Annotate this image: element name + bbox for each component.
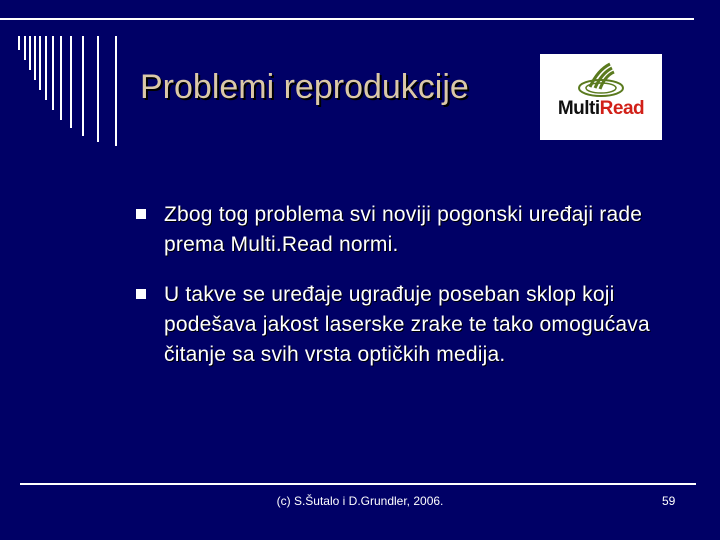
bullet-square-icon (136, 289, 146, 299)
decorative-bar (82, 36, 84, 136)
decorative-bar (18, 36, 20, 50)
bullet-text: U takve se uređaje ugrađuje poseban sklop koji podešava jakost laserske zrake te tako omogućava čitanje sa svih vrsta optičkih medija. (164, 283, 650, 366)
decorative-bar (39, 36, 41, 90)
decorative-bar (97, 36, 99, 142)
bullet-item (136, 200, 666, 260)
top-divider-line (0, 18, 694, 20)
decorative-bar (60, 36, 62, 120)
multiread-disc-icon (540, 54, 662, 104)
logo-text-multi: Multi (557, 98, 600, 119)
logo-text-read: Read (599, 98, 645, 119)
logo-wordmark (540, 98, 662, 120)
decorative-bar (115, 36, 117, 146)
bullet-text: Zbog tog problema svi noviji pogonski uređaji rade prema Multi.Read normi. (164, 203, 643, 256)
page-number: 59 (662, 494, 676, 508)
multiread-logo (540, 54, 662, 140)
decorative-bar (34, 36, 36, 80)
decorative-bar (70, 36, 72, 128)
footer-copyright: (c) S.Šutalo i D.Grundler, 2006. (276, 494, 444, 508)
bullet-square-icon (136, 209, 146, 219)
footer-divider-line (20, 483, 696, 485)
decorative-bar (52, 36, 54, 110)
bullet-item (136, 280, 666, 370)
decorative-bar (29, 36, 31, 70)
bullet-list (136, 200, 666, 390)
slide-title: Problemi reprodukcije (140, 68, 469, 106)
decorative-bar (24, 36, 26, 60)
decorative-bar (45, 36, 47, 100)
